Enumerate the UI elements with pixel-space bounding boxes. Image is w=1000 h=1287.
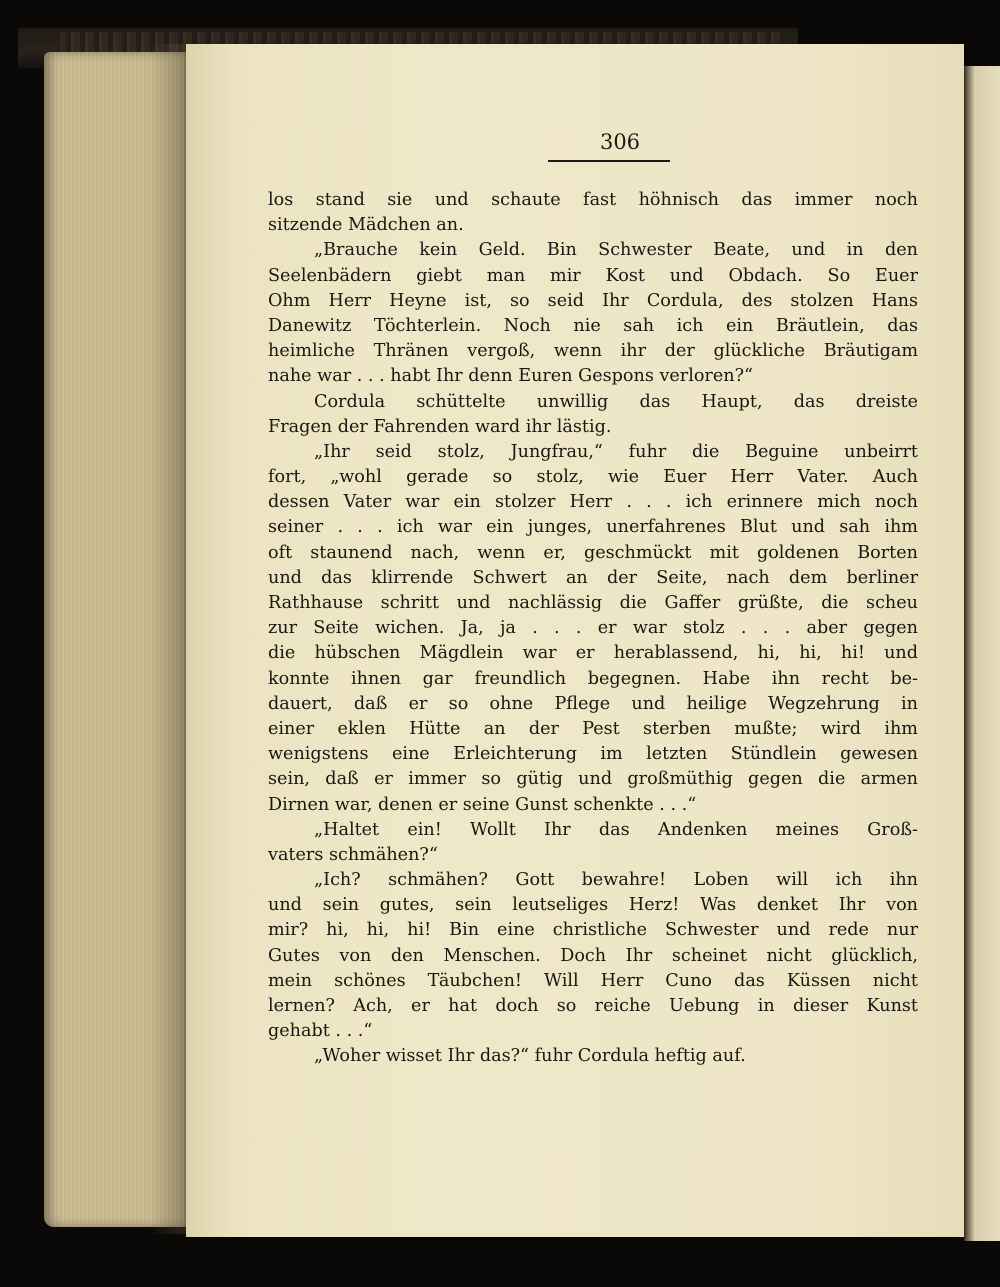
text-line: nahe war . . . habt Ihr denn Euren Gespons verloren?“ [268,366,754,387]
text-line: Danewitz Töchterlein. Noch nie sah ich ein Bräutlein, das [268,315,918,336]
facing-page-edge [964,66,1000,1241]
text-line: gehabt . . .“ [268,1021,373,1042]
text-line: mir? hi, hi, hi! Bin eine christliche Schwester und rede nur [268,920,918,941]
text-line: Gutes von den Menschen. Doch Ihr scheinet nicht glücklich, [268,945,918,966]
text-line: „Ihr seid stolz, Jungfrau,“ fuhr die Beguine unbeirrt [314,441,918,462]
text-line: los stand sie und schaute fast höhnisch das immer noch [268,190,918,210]
body-text [268,188,918,1070]
text-line: wenigstens eine Erleichterung im letzten Stündlein gewesen [268,744,918,765]
page-number: 306 [599,130,641,154]
text-line: konnte ihnen gar freundlich begegnen. Habe ihn recht be- [268,668,918,689]
text-line: Cordula schüttelte unwillig das Haupt, das dreiste [314,391,918,412]
text-line: Rathhause schritt und nachlässig die Gaffer grüßte, die scheu [268,593,918,613]
page-number-rule [548,160,670,162]
text-line: dauert, daß er so ohne Pflege und heilige Wegzehrung in [268,693,918,714]
text-line: und das klirrende Schwert an der Seite, nach dem berliner [268,567,918,588]
text-line: Dirnen war, denen er seine Gunst schenkte . . .“ [268,794,697,815]
text-line: Fragen der Fahrenden ward ihr lästig. [268,416,612,437]
text-line: seiner . . . ich war ein junges, unerfahrenes Blut und sah ihm [268,517,918,538]
text-line: „Brauche kein Geld. Bin Schwester Beate, und in den [314,240,918,261]
text-line: mein schönes Täubchen! Will Herr Cuno das Küssen nicht [268,970,918,991]
text-line: Ohm Herr Heyne ist, so seid Ihr Cordula, des stolzen Hans [268,290,918,311]
text-line: vaters schmähen?“ [268,844,438,865]
text-line: sitzende Mädchen an. [268,215,464,236]
text-line: fort, „wohl gerade so stolz, wie Euer Herr Vater. Auch [268,467,918,488]
text-line: dessen Vater war ein stolzer Herr . . . ich erinnere mich noch [268,492,918,513]
text-line: „Woher wisset Ihr das?“ fuhr Cordula heftig auf. [314,1046,746,1067]
text-line: und sein gutes, sein leutseliges Herz! Was denket Ihr von [268,895,918,916]
text-line: sein, daß er immer so gütig und großmüthig gegen die armen [268,769,918,790]
text-line: zur Seite wichen. Ja, ja . . . er war stolz . . . aber gegen [268,618,918,639]
text-line: einer eklen Hütte an der Pest sterben mußte; wird ihm [268,718,918,739]
text-line: „Ich? schmähen? Gott bewahre! Loben will ich ihn [314,870,918,891]
text-line: die hübschen Mägdlein war er herablassend, hi, hi, hi! und [268,643,918,664]
text-line: Seelenbädern giebt man mir Kost und Obdach. So Euer [268,265,918,286]
text-line: lernen? Ach, er hat doch so reiche Uebung in dieser Kunst [268,996,918,1016]
text-line: heimliche Thränen vergoß, wenn ihr der glückliche Bräutigam [268,341,918,362]
text-line: „Haltet ein! Wollt Ihr das Andenken meines Groß- [314,819,918,840]
text-line: oft staunend nach, wenn er, geschmückt mit goldenen Borten [268,542,918,563]
